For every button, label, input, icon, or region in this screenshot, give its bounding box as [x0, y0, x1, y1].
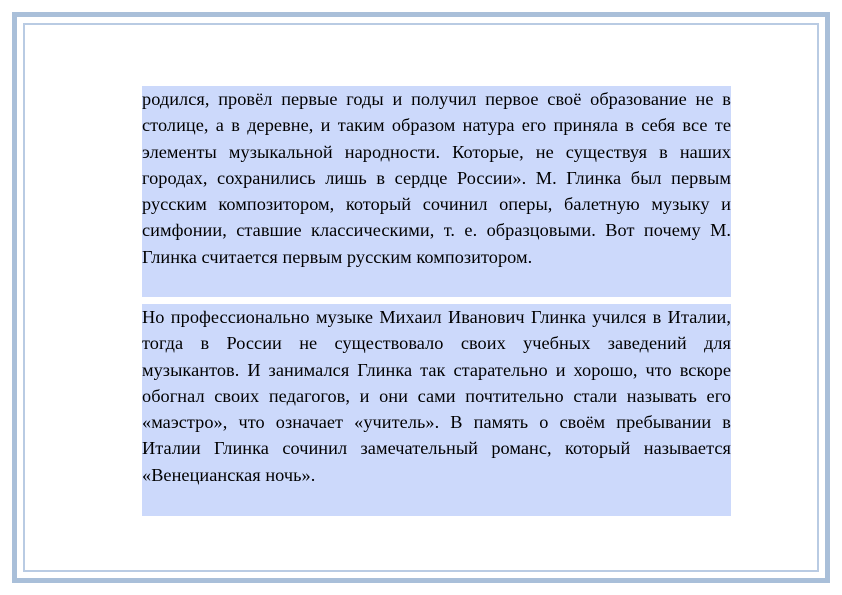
slide-text-block — [142, 86, 731, 516]
paragraph-1: родился, провёл первые годы и получил первое своё образование не в столице, а в деревне, и таким образом натура его приняла в себя все те элементы музыкальной народности. Которые, не существуя в наших городах, сохранились лишь в сердце России». М. Глинка был первым русским композитором, который сочинил оперы, балетную музыку и симфонии, ставшие классическими, т. е. образцовыми. Вот почему М. Глинка считается первым русским композитором. — [142, 86, 731, 297]
paragraph-2: Но профессионально музыке Михаил Иванович Глинка учился в Италии, тогда в России не существовало своих учебных заведений для музыкантов. И занимался Глинка так старательно и хорошо, что вскоре обогнал своих педагогов, и они сами почтительно стали называть его «маэстро», что означает «учитель». В память о своём пребывании в Италии Глинка сочинил замечательный романс, который называется «Венецианская ночь». — [142, 304, 731, 516]
paragraph-spacer — [142, 297, 731, 304]
